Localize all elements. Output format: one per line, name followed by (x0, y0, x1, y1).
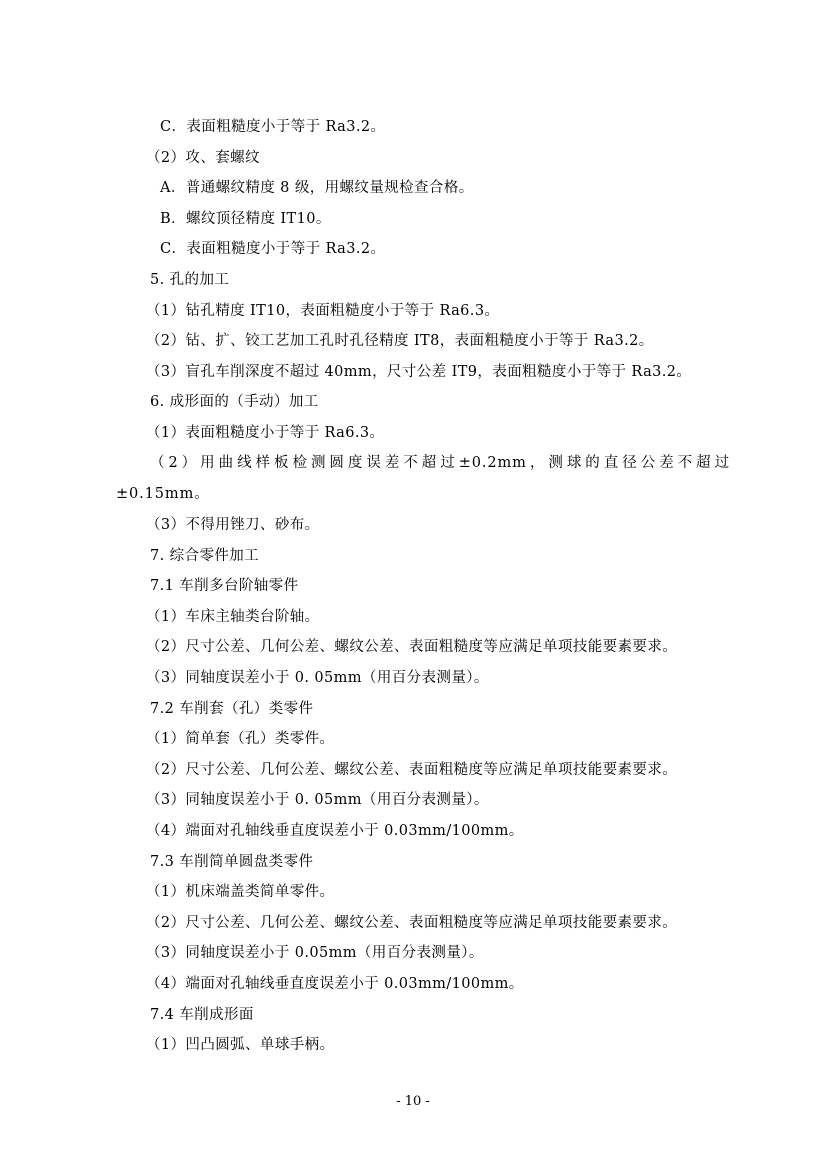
list-item: （1）钻孔精度 IT10，表面粗糙度小于等于 Ra6.3。 (146, 302, 500, 319)
list-item: （3）同轴度误差小于 0. 05mm（用百分表测量）。 (146, 670, 489, 686)
list-item: （2）攻、套螺纹 (146, 149, 260, 166)
paragraph: （2）用曲线样板检测圆度误差不超过±0.2mm，测球的直径公差不超过±0.15mm。 (116, 455, 730, 503)
list-item: C．表面粗糙度小于等于 Ra3.2。 (160, 241, 386, 258)
list-item: B．螺纹顶径精度 IT10。 (160, 210, 331, 227)
list-item: A．普通螺纹精度 8 级，用螺纹量规检查合格。 (160, 180, 474, 197)
list-item: （3）不得用锉刀、砂布。 (146, 517, 320, 534)
list-item: （2）钻、扩、铰工艺加工孔时孔径精度 IT8，表面粗糙度小于等于 Ra3.2。 (146, 333, 654, 350)
list-item: （3）同轴度误差小于 0.05mm（用百分表测量）。 (146, 945, 484, 962)
section-heading: 7. 综合零件加工 (150, 547, 260, 564)
section-heading: 5. 孔的加工 (150, 271, 230, 288)
page-number: - 10 - (396, 1094, 430, 1109)
list-item: （2）尺寸公差、几何公差、螺纹公差、表面粗糙度等应满足单项技能要素要求。 (146, 639, 678, 656)
list-item: C．表面粗糙度小于等于 Ra3.2。 (160, 119, 386, 135)
list-item: （3）同轴度误差小于 0. 05mm（用百分表测量）。 (146, 792, 489, 809)
section-heading: 6. 成形面的（手动）加工 (150, 394, 319, 411)
subsection-heading: 7.2 车削套（孔）类零件 (150, 700, 314, 717)
subsection-heading: 7.3 车削简单圆盘类零件 (150, 853, 314, 870)
subsection-heading: 7.1 车削多台阶轴零件 (150, 578, 299, 595)
list-item: （1）机床端盖类简单零件。 (146, 884, 335, 901)
list-item: （2）尺寸公差、几何公差、螺纹公差、表面粗糙度等应满足单项技能要素要求。 (146, 761, 678, 778)
list-item: （1）简单套（孔）类零件。 (146, 731, 335, 748)
subsection-heading: 7.4 车削成形面 (150, 1006, 254, 1023)
list-item: （4）端面对孔轴线垂直度误差小于 0.03mm/100mm。 (146, 822, 524, 839)
list-item: （1）凹凸圆弧、单球手柄。 (146, 1037, 335, 1054)
list-item: （2）尺寸公差、几何公差、螺纹公差、表面粗糙度等应满足单项技能要素要求。 (146, 914, 678, 931)
list-item: （1）车床主轴类台阶轴。 (146, 608, 320, 625)
list-item: （4）端面对孔轴线垂直度误差小于 0.03mm/100mm。 (146, 975, 524, 992)
list-item: （3）盲孔车削深度不超过 40mm，尺寸公差 IT9，表面粗糙度小于等于 Ra3.2。 (146, 363, 692, 380)
document-body (116, 117, 730, 1066)
list-item: （1）表面粗糙度小于等于 Ra6.3。 (146, 424, 385, 441)
